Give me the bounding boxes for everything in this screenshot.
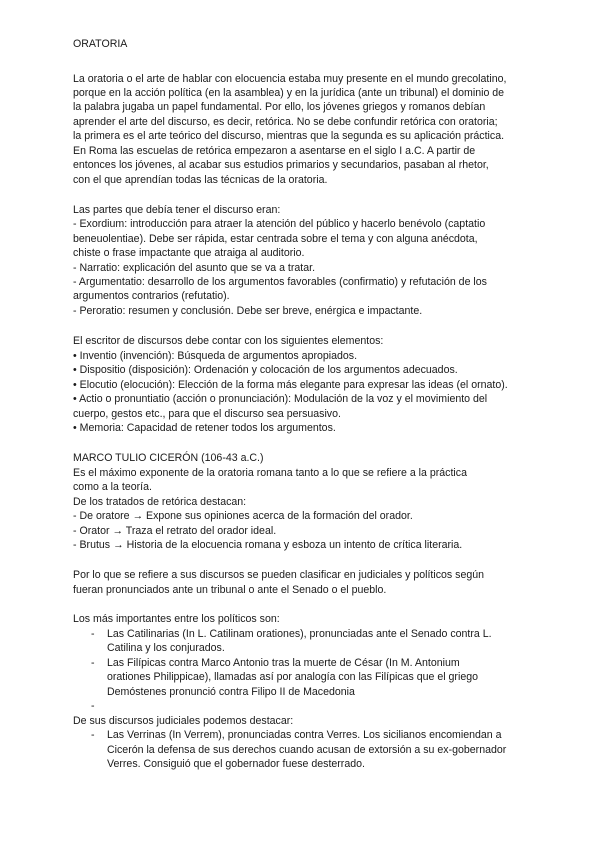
section-heading-ciceron: MARCO TULIO CICERÓN (106-43 a.C.) (73, 452, 264, 464)
section-heading: Los más importantes entre los políticos son: (73, 613, 280, 625)
bullet-item: • Actio o pronuntiatio (acción o pronunciación): Modulación de la voz y el movimiento del (73, 393, 488, 405)
bullet-item: • Inventio (invención): Búsqueda de argumentos apropiados. (73, 350, 358, 362)
bullet-item: • Elocutio (elocución): Elección de la forma más elegante para expresar las ideas (el ornato). (73, 379, 508, 391)
bullet-item: • Memoria: Capacidad de retener todos los argumentos. (73, 422, 336, 434)
bullet-item-continuation: cuerpo, gestos etc., para que el discurso sea persuasivo. (73, 408, 341, 420)
paragraph-line: como a la teoría. (73, 481, 152, 493)
list-item: - Exordium: introducción para atraer la atención del público y hacerlo benévolo (captatio (73, 218, 486, 230)
list-item-continuation: beneuolentiae). Debe ser rápida, estar centrada sobre el tema y con alguna anécdota, (73, 233, 478, 245)
paragraph-line: La oratoria o el arte de hablar con elocuencia estaba muy presente en el mundo grecolatino, (73, 73, 507, 85)
list-item: Las Catilinarias (In L. Catilinam orationes), pronunciadas ante el Senado contra L. (107, 628, 492, 640)
list-item-continuation: chiste o frase impactante que atraiga al auditorio. (73, 247, 305, 259)
list-item: - Narratio: explicación del asunto que se va a tratar. (73, 262, 316, 274)
dash-marker: - (91, 700, 95, 712)
section-heading: De sus discursos judiciales podemos destacar: (73, 715, 294, 727)
paragraph-line: Es el máximo exponente de la oratoria romana tanto a lo que se refiere a la práctica (73, 467, 467, 479)
paragraph-line: la primera es el arte teórico del discurso, mientras que la segunda es su aplicación práctica. (73, 130, 505, 142)
list-item-continuation: Verres. Consiguió que el gobernador fuese desterrado. (107, 758, 365, 770)
section-heading: Las partes que debía tener el discurso eran: (73, 204, 281, 216)
paragraph-line: porque en la acción política (en la asamblea) y en la jurídica (ante un tribunal) el dominio de (73, 87, 505, 99)
list-item-continuation: Cicerón la defensa de sus derechos cuando acusan de extorsión a su ex-gobernador (107, 744, 507, 756)
dash-marker: - (91, 729, 95, 741)
list-item: - Peroratio: resumen y conclusión. Debe ser breve, enérgica e impactante. (73, 305, 423, 317)
list-item: Las Verrinas (In Verrem), pronunciadas contra Verres. Los sicilianos encomiendan a (107, 729, 502, 741)
bullet-item: • Dispositio (disposición): Ordenación y colocación de los argumentos adecuados. (73, 364, 458, 376)
list-item: Las Filípicas contra Marco Antonio tras la muerte de César (In M. Antonium (107, 657, 460, 669)
paragraph-line: En Roma las escuelas de retórica empezaron a asentarse en el siglo I a.C. A partir de (73, 145, 476, 157)
paragraph-line: aprender el arte del discurso, es decir, retórica. No se debe confundir retórica con oratoria; (73, 116, 498, 128)
list-item-continuation: Catilina y los conjurados. (107, 642, 225, 654)
paragraph-line: Por lo que se refiere a sus discursos se pueden clasificar en judiciales y políticos según (73, 569, 485, 581)
dash-marker: - (91, 657, 95, 669)
list-item: - De oratore → Expone sus opiniones acerca de la formación del orador. (73, 510, 413, 522)
paragraph-line: la palabra jugaba un papel fundamental. Por ello, los jóvenes griegos y romanos debían (73, 101, 486, 113)
dash-marker: - (91, 628, 95, 640)
list-item: - Brutus → Historia de la elocuencia romana y esboza un intento de crítica literaria. (73, 539, 463, 551)
list-item-continuation: Demóstenes pronunció contra Filipo II de Macedonia (107, 686, 355, 698)
paragraph-line: entonces los jóvenes, al acabar sus estudios primarios y secundarios, pasaban al rhetor, (73, 159, 489, 171)
list-item-continuation: argumentos contrarios (refutatio). (73, 290, 230, 302)
document-title: ORATORIA (73, 38, 128, 50)
paragraph-line: con el que aprendían todas las técnicas de la oratoria. (73, 174, 328, 186)
paragraph-line: fueran pronunciados ante un tribunal o ante el Senado o el pueblo. (73, 584, 387, 596)
list-item: - Argumentatio: desarrollo de los argumentos favorables (confirmatio) y refutación de los (73, 276, 487, 288)
list-item: - Orator → Traza el retrato del orador ideal. (73, 525, 277, 537)
list-item-continuation: orationes Philippicae), llamadas así por analogía con las Filípicas que el griego (107, 671, 478, 683)
paragraph-line: De los tratados de retórica destacan: (73, 496, 247, 508)
section-heading: El escritor de discursos debe contar con los siguientes elementos: (73, 335, 384, 347)
